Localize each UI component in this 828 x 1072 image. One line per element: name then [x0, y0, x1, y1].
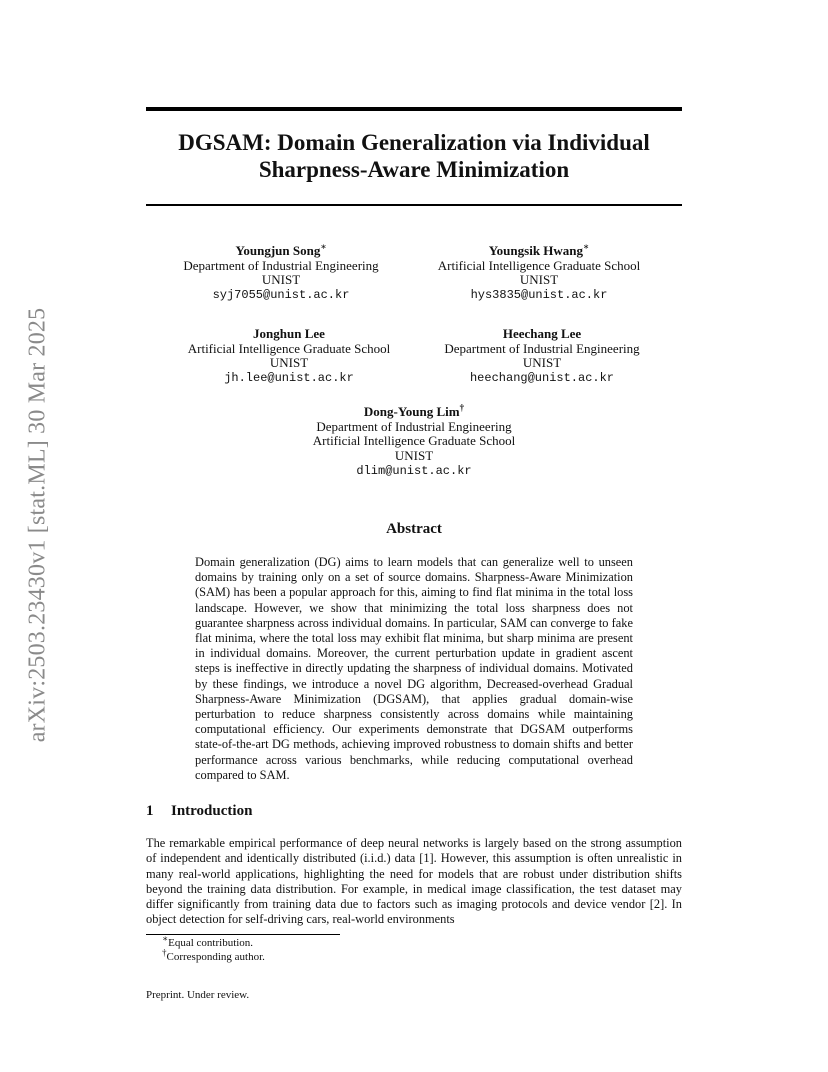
author-name: Youngsik Hwang∗ [488, 241, 590, 258]
author-affiliation: Department of Industrial Engineering [316, 418, 512, 434]
author-email: hys3835@unist.ac.kr [470, 288, 608, 303]
author-name: Dong-Young Lim† [363, 402, 465, 419]
title-line-1: DGSAM: Domain Generalization via Individual [178, 130, 650, 155]
author-institution: UNIST [269, 355, 309, 371]
author-affiliation: Department of Industrial Engineering [183, 257, 379, 273]
arxiv-stamp-text: arXiv:2503.23430v1 [stat.ML] 30 Mar 2025 [24, 307, 51, 743]
section-heading [146, 803, 252, 820]
author-institution: UNIST [519, 272, 559, 288]
author-email: jh.lee@unist.ac.kr [224, 371, 354, 386]
author-affiliation: Artificial Intelligence Graduate School [187, 340, 391, 356]
author-email: dlim@unist.ac.kr [356, 463, 472, 478]
abstract-text: Domain generalization (DG) aims to learn models that can generalize well to unseen domains by training only on a set of source domains. Sharpness-Aware Minimization (SAM) has been a popular approach for this, aiming to find flat minima in the total loss landscape. However, we show that minimizing the total loss sharpness does not guarantee sharpness across individual domains. In particular, SAM can converge to fake flat minima, where the total loss may exhibit flat minima, but sharp minima are present in individual domains. Moreover, the current perturbation update in gradient ascent steps is ineffective in directly updating the sharpness of individual domains. Motivated by these findings, we introduce a novel DG algorithm, Decreased-overhead Gradual Sharpness-Aware Minimization (DGSAM), that applies gradual domain-wise perturbation to reduce sharpness consistently across domains while maintaining computational efficiency. Our experiments demonstrate that DGSAM outperforms state-of-the-art DG methods, achieving improved robustness to domain shifts and better performance across various benchmarks, while reducing computational overhead compared to SAM. [195, 555, 633, 782]
author-block [279, 402, 549, 479]
paper-title [146, 129, 682, 183]
abstract-heading: Abstract [386, 521, 442, 537]
author-block [407, 327, 677, 386]
page-footer: Preprint. Under review. [146, 989, 250, 1001]
author-email: syj7055@unist.ac.kr [212, 288, 350, 303]
author-block [404, 241, 674, 303]
author-name: Youngjun Song∗ [235, 241, 327, 258]
title-rule-top [146, 107, 682, 111]
title-rule-bottom [146, 204, 682, 206]
author-name: Jonghun Lee [253, 326, 325, 341]
section-number: 1 [146, 803, 154, 819]
author-block [154, 327, 424, 386]
section-title: Introduction [171, 803, 253, 819]
author-affiliation: Department of Industrial Engineering [444, 340, 640, 356]
author-institution: UNIST [522, 355, 562, 371]
intro-paragraph: The remarkable empirical performance of deep neural networks is largely based on the strong assumption of independent and identically distributed (i.i.d.) data [1]. However, this assumption is often unrealistic in many real-world applications, highlighting the need for models that are robust under distribution shifts beyond the training data distribution. For example, in medical image classification, the test dataset may differ significantly from training data due to factors such as imaging protocols and device vendor [2]. In object detection for self-driving cars, real-world environments [146, 836, 682, 927]
footnote: ∗Equal contribution. [162, 933, 254, 949]
footnote: †Corresponding author. [162, 947, 265, 963]
author-affiliation: Artificial Intelligence Graduate School [437, 257, 641, 273]
author-block [146, 241, 416, 303]
author-institution: UNIST [394, 448, 434, 464]
author-institution: UNIST [261, 272, 301, 288]
title-line-2: Sharpness-Aware Minimization [258, 157, 570, 182]
author-name: Heechang Lee [502, 326, 582, 341]
author-affiliation-2: Artificial Intelligence Graduate School [312, 433, 516, 449]
author-email: heechang@unist.ac.kr [469, 371, 615, 386]
footnote-rule [146, 934, 340, 935]
